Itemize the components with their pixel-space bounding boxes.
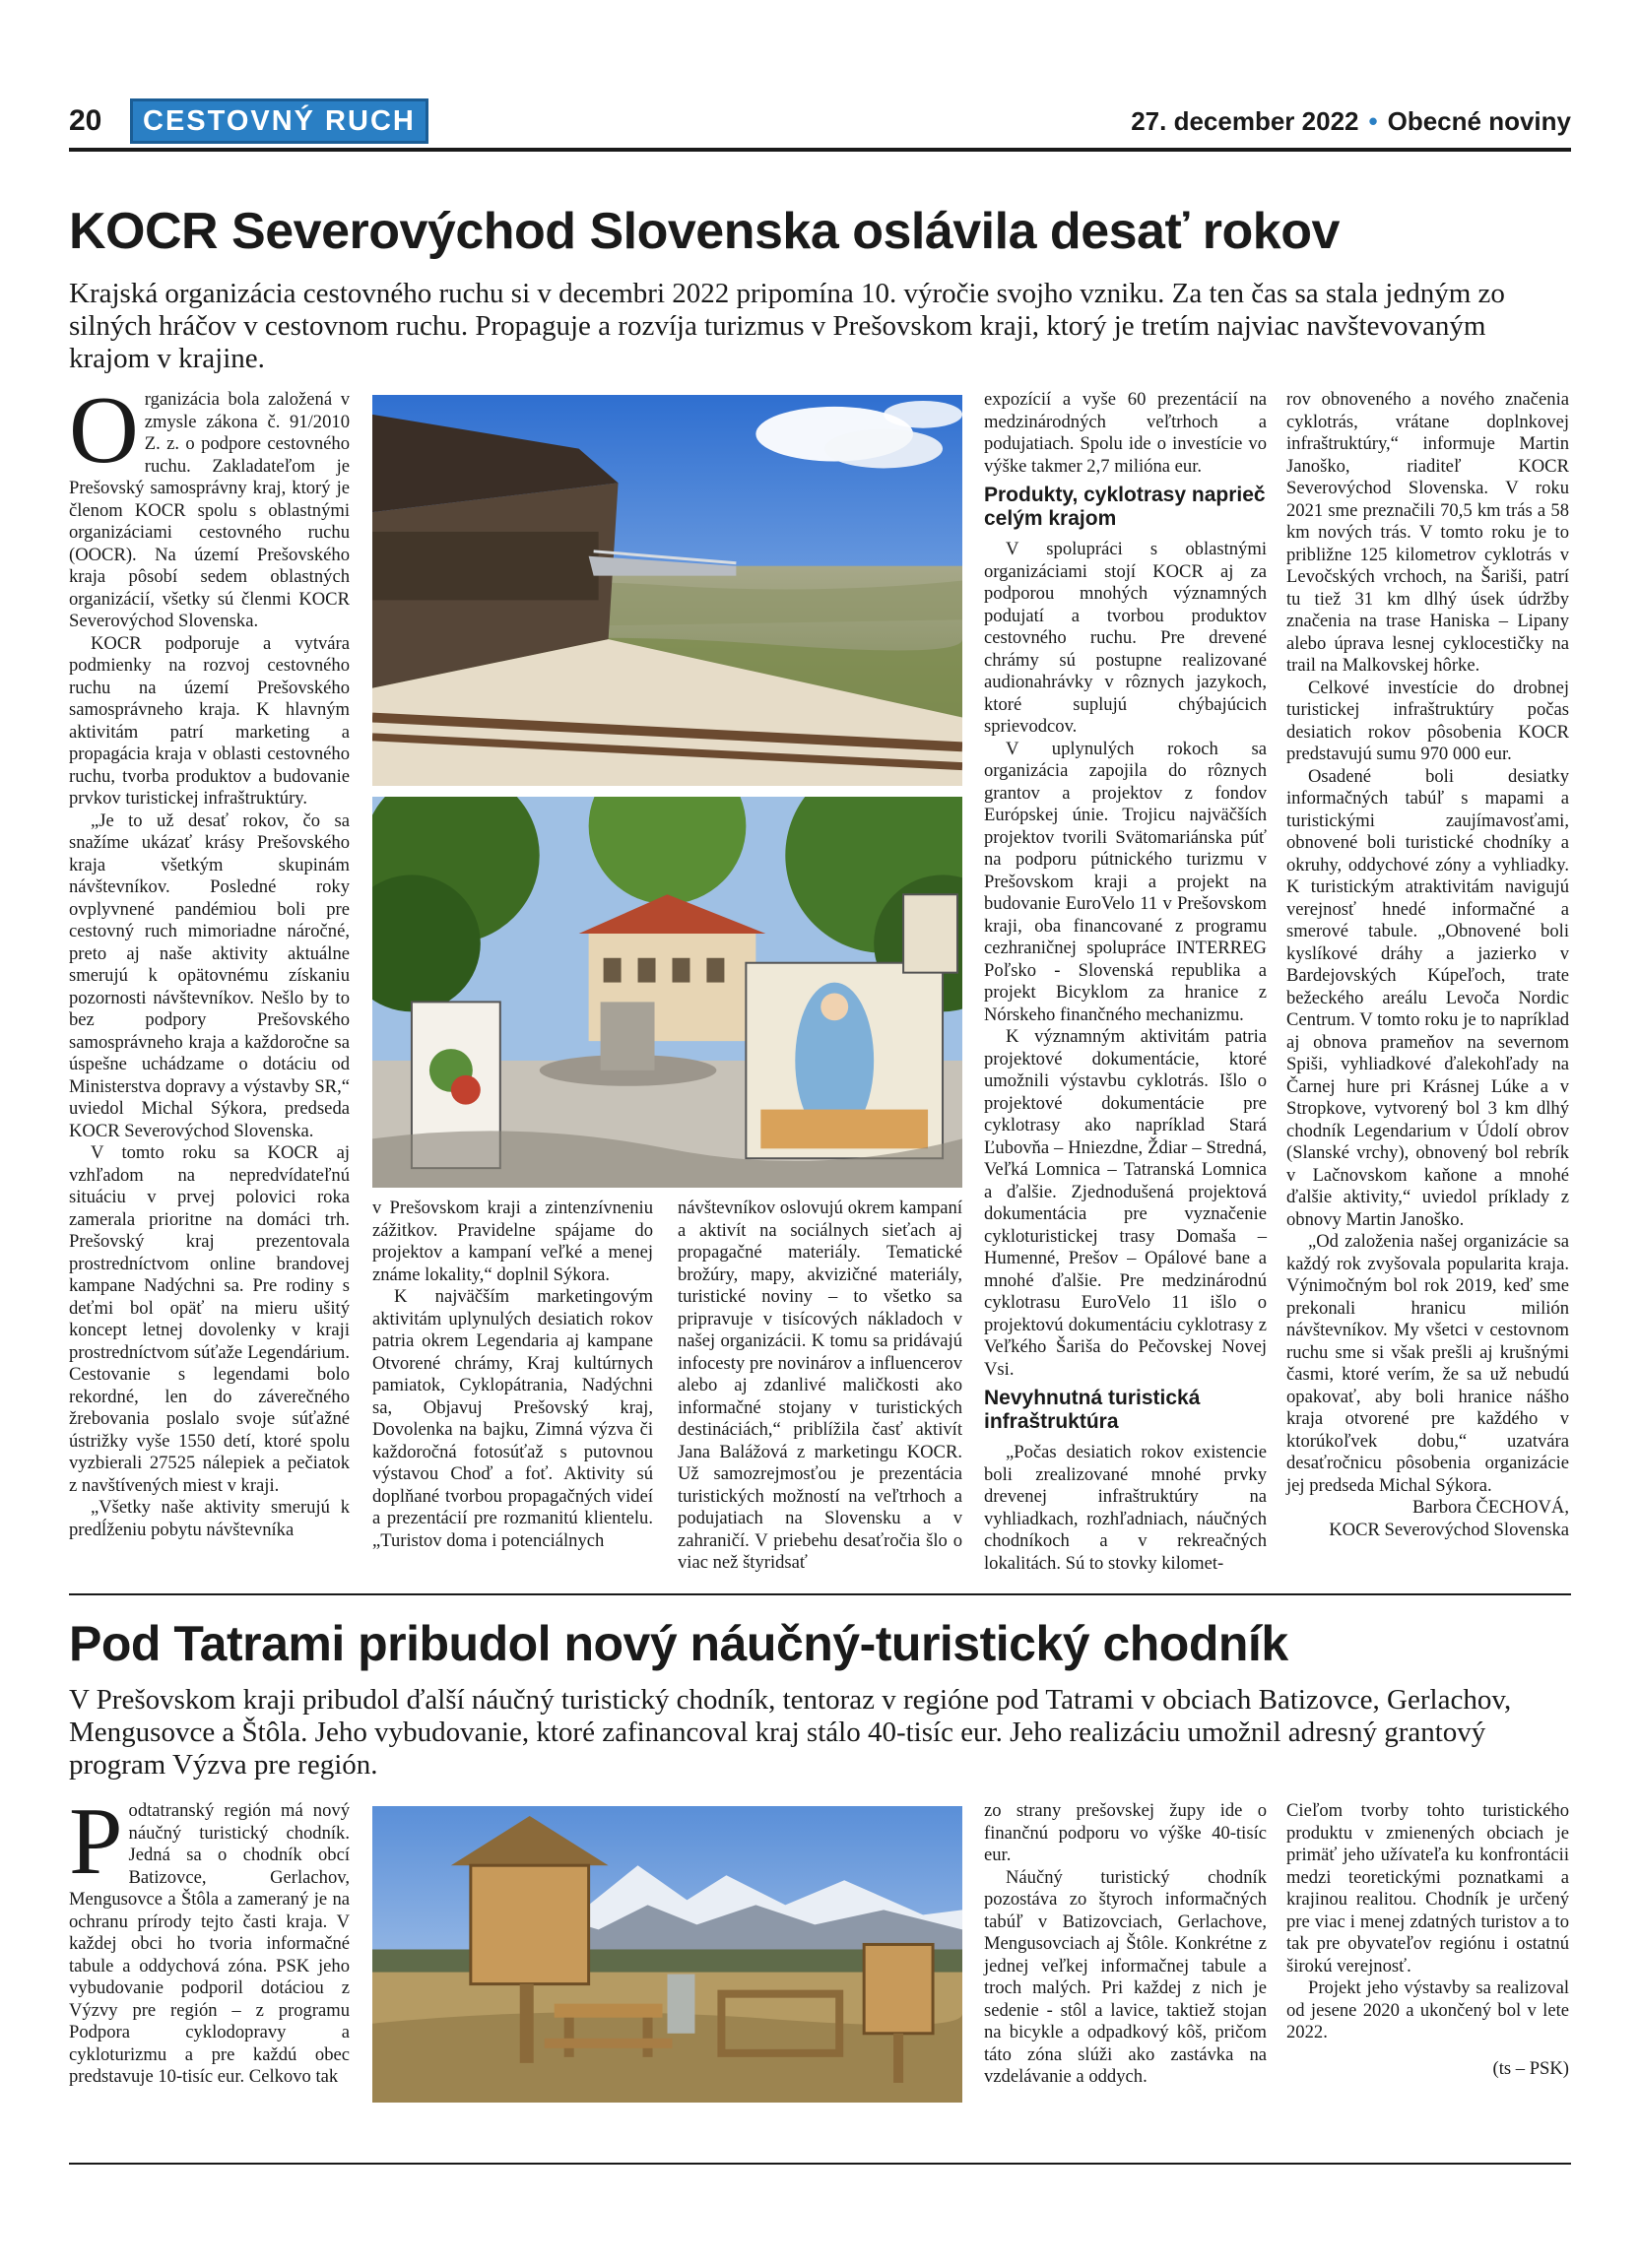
article2-column-4 — [1286, 1800, 1569, 2080]
article1-col1-p3: „Je to už desať rokov, čo sa snažíme ukázať krásy Prešovského kraja všetkým skupinám návštevníkov. Posledné roky ovplyvnené pandémiou boli pre cestovný ruch mimoriadne náročné, preto aj naše aktivity aktuálne smerujú k opätovnému získaniu pozornosti návštevníkov. Nešlo by to bez podpory Prešovského samosprávneho kraja a každoročne sa úspešne uchádzame o dotáciu od Ministerstva dopravy a výstavby SR,“ uviedol Michal Sýkora, predseda KOCR Severovýchod Slovenska. — [69, 810, 350, 1141]
article1-col1-p1: rganizácia bola založená v zmysle zákona č. 91/2010 Z. z. o podpore cestovného ruchu. Zakladateľom je Prešovský samosprávny kraj, ktorý je členom KOCR spolu s oblastnými organizáciami cestovného ruchu (OOCR). Na území Prešovského kraja pôsobí sedem oblastných organizácií, všetky sú členmi KOCR Severovýchod Slovenska. — [69, 389, 350, 631]
article1-column-4 — [1286, 389, 1569, 1541]
article2-col4-p2: Projekt jeho výstavby sa realizoval od jesene 2020 a ukončený bol v lete 2022. — [1286, 1977, 1569, 2042]
article2-col4-p1: Cieľom tvorby tohto turistického produktu v zmienených obciach je primäť jeho užívateľa ku konfrontácii medzi teoretickými poznatkami a krajinou realitou. Chodník je určený pre viac i menej zdatných turistov a to tak pre obyvateľov regiónu i ostatnú širokú verejnosť. — [1286, 1800, 1569, 1976]
article1-subhead-infrastructure: Nevyhnutná turistická infraštruktúra — [984, 1387, 1201, 1433]
issue-separator: • — [1368, 106, 1378, 136]
masthead — [69, 98, 1571, 142]
article2-signature: (ts – PSK) — [1492, 2057, 1569, 2079]
article2-column-3 — [984, 1800, 1267, 2089]
article-separator-rule — [69, 1593, 1571, 1595]
article2-title: Pod Tatrami pribudol nový náučný-turistický chodník — [69, 1616, 1288, 1671]
article1-lead: Krajská organizácia cestovného ruchu si v decembri 2022 pripomína 10. výročie svojho vzniku. Za ten čas sa stala jedným zo silných hráčov v cestovnom ruchu. Propaguje a rozvíja turizmus v Prešovskom kraji, ktorý je tretím najviac navštevovaným krajom v krajine. — [69, 278, 1505, 374]
article1-col4-p1: rov obnoveného a nového značenia cyklotrás, vrátane doplnkovej infraštruktúry,“ informuje Martin Janoško, riaditeľ KOCR Severovýchod Slovenska. V roku 2021 sme preznačili 70,5 km trás a 58 km nových trás. V tomto roku je to približne 125 kilometrov cyklotrás v Levočských vrchoch, na Šariši, patrí tu tiež 31 km dlhý úsek údržby značenia na trase Haniska – Lipany alebo úprava lesnej cyklocestičky na trail na Malkovskej hôrke. — [1286, 389, 1569, 676]
article1-col3-top-p3: V uplynulých rokoch sa organizácia zapojila do rôznych grantov a projektov z fondov Európskej únie. Trojicu najväčších projektov tvorili Svätomariánska púť na podporu pútnického turizmu v Prešovskom kraji a projekt na budovanie EuroVelo 11 v Prešovskom kraji, oba financované z programu cezhraničnej spolupráce INTERREG Poľsko - Slovenská republika a projekt Bicyklom za hranice z Nórskeho finančného mechanizmu. — [984, 738, 1267, 1025]
article1-column-2 — [372, 1198, 653, 1552]
article2-col3-p1: zo strany prešovskej župy ide o finančnú podporu vo výške 40-tisíc eur. — [984, 1800, 1267, 1865]
trail-rest-zone-photo — [372, 1806, 962, 2103]
page-number: 20 — [69, 104, 102, 137]
article1-col4-p2: Celkové investície do drobnej turistickej infraštruktúry počas desiatich rokov pôsobenia KOCR predstavujú sumu 970 000 eur. — [1286, 677, 1569, 764]
article2-lead: V Prešovskom kraji pribudol ďalší náučný turistický chodník, tentoraz v regióne pod Tatrami v obciach Batizovce, Gerlachov, Mengusovce a Štôla. Jeho vybudovanie, ktoré zafinancoval kraj stálo 40-tisíc eur. Jeho realizáciu umožnil adresný grantový program Výzva pre región. — [69, 1684, 1512, 1781]
issue-line — [1131, 106, 1571, 137]
header-rule — [69, 148, 1571, 152]
article1-column-3 — [984, 389, 1267, 1575]
article1-col3-p1: návštevníkov oslovujú okrem kampaní a aktivít na sociálnych sieťach aj propagačné materiály. Tematické brožúry, mapy, akvizičné materiály, turistické noviny – to všetko sa pripravuje v tisícových nákladoch v našej organizácii. K tomu sa pridávajú infocesty pre novinárov a influencerov alebo aj zdanlivé maličkosti ako informačné stojany v turistických destináciách,“ priblížila časť aktivít Jana Balážová z marketingu KOCR. Už samozrejmosťou je prezentácia turistických možností na veľtrhoch a podujatiach na Slovensku a v zahraničí. V priebehu desaťročia šlo o viac než štyridsať — [678, 1198, 962, 1573]
article1-col1-p4: V tomto roku sa KOCR aj vzhľadom na nepredvídateľnú situáciu v prvej polovici roka zamerala prioritne na domáci trh. Prešovský kraj prezentovala prostredníctvom online brandovej kampane Nadýchni sa. Pre rodiny s deťmi bol opäť na mieru ušitý koncept letnej dovolenky v kraji prostredníctvom súťaže Legendárium. Cestovanie s legendami bolo rekordné, len do záverečného žrebovania poslalo svoje súťažné ústrižky vyše 1550 detí, ktoré spolu vyzbierali 27525 nálepiek a pečiatok z navštívených miest v kraji. — [69, 1142, 350, 1496]
article1-subhead-products: Produkty, cyklotrasy naprieč celým krajom — [984, 484, 1266, 530]
article2-col3-p2: Náučný turistický chodník pozostáva zo štyroch informačných tabúľ v Batizovciach, Gerlachove, Mengusovciach aj Štôle. Konkrétne z jednej veľkej informačnej tabule a troch malých. Pri každej z nich je sedenie - stôl a lavice, taktiež stojan na bicykle a odpadkový kôš, pričom táto zóna slúži ako zastávka na vzdelávanie a oddych. — [984, 1866, 1267, 2087]
footer-rule — [69, 2163, 1571, 2165]
article1-col4-p3: Osadené boli desiatky informačných tabúľ s mapami a turistickými zaujímavosťami, obnovené boli turistické chodníky a okruhy, oddychové zóny a vyhliadky. K turistickým atraktivitám navigujú verejnosť hnedé informačné a smerové tabule. „Obnovené boli kyslíkové dráhy a jazierko v Bardejovských Kúpeľoch, trate bežeckého areálu Levoča Nordic Centrum. V tomto roku je to napríklad aj obnova prameňov na severnom Spiši, vyhliadkové ďalekohľady na Čarnej hure pri Krásnej Lúke a v Stropkove, vytvorený bol 3 km dlhý chodník Legendarium v Údolí obrov (Slanské vrchy), obnovený bol rebrík v Lačnovskom kaňone a mnohé ďalšie aktivity,“ uviedol príklady z obnovy Martin Janoško. — [1286, 765, 1569, 1230]
article1-col2-p2: K najväčším marketingovým aktivitám uplynulých desiatich rokov patria okrem Legendaria aj kampane Otvorené chrámy, Kraj kultúrnych pamiatok, Cyklopátrania, Nadýchni sa, Objavuj Prešovský kraj, Dovolenka na bajku, Zimná výzva či každoročná fotosúťaž s putovnou výstavou Choď a foť. Aktivity sú doplňané tvorbou propagačných videí a prezentácií pre rozmanitú klientelu. „Turistov doma i potenciálnych — [372, 1286, 653, 1551]
article1-signature-author: Barbora ČECHOVÁ, — [1411, 1497, 1569, 1518]
article1-col3-top-p5: „Počas desiatich rokov existencie boli zrealizované mnohé prvky drevenej infraštruktúry na vyhliadkach, rozhľadniach, náučných chodníkoch a v rekreačných lokalitách. Sú to stovky kilomet- — [984, 1442, 1267, 1574]
article1-col3-top-p1: expozícií a vyše 60 prezentácií na medzinárodných veľtrhoch a podujatiach. Spolu ide o investície vo výške takmer 2,7 milióna eur. — [984, 389, 1267, 477]
article2-dropcap: P — [69, 1788, 123, 1895]
article1-title: KOCR Severovýchod Slovenska oslávila desať rokov — [69, 203, 1340, 260]
article2-col1-p1: odtatranský región má nový náučný turistický chodník. Jedná sa o chodník obcí Batizovce, Gerlachov, Mengusovce a Štôla a zameraný je na ochranu prírody tejto časti kraja. V každej obci ho tvoria informačné tabule a oddychová zóna. PSK jeho vybudovanie podporil dotáciou z Výzvy pre región – z programu Podpora cyklodopravy a cykloturizmu a pre každú obec predstavuje 10-tisíc eur. Celkovo tak — [69, 1800, 350, 2087]
article2-column-1 — [69, 1788, 350, 2089]
article1-col4-p4: „Od založenia našej organizácie sa každý rok zvyšovala popularita kraja. Výnimočným bol rok 2019, keď sme prekonali hranicu milión návštevníkov. My všetci v cestovnom ruchu sme si však prešli aj krušnými časmi, ktoré verím, že sa už nebudú opakovať, aby boli hranice nášho kraja otvorené pre každého v ktorúkoľvek dobu,“ uzatvára desaťročnicu pôsobenia organizácie jej predseda Michal Sýkora. — [1286, 1231, 1569, 1496]
article1-col2-p1: v Prešovskom kraji a zintenzívneniu zážitkov. Pravidelne spájame do projektov a kampaní veľké a menej známe lokality,“ doplnil Sýkora. — [372, 1198, 653, 1285]
article1-signature-org: KOCR Severovýchod Slovenska — [1329, 1519, 1569, 1540]
article1-col1-p5: „Všetky naše aktivity smerujú k predĺženiu pobytu návštevníka — [69, 1497, 350, 1540]
article1-col1-p2: KOCR podporuje a vytvára podmienky na rozvoj cestovného ruchu na území Prešovského samosprávneho kraja. K hlavným aktivitám patrí marketing a propagácia kraja v oblasti cestovného ruchu, tvorba produktov a budovanie prvkov turistickej infraštruktúry. — [69, 632, 350, 809]
lookout-tower-photo — [372, 395, 962, 786]
article1-col3-top-p2: V spolupráci s oblastnými organizáciami stojí KOCR aj za podporou mnohých významných podujatí a tvorbou produktov cestovného ruchu. Pre drevené chrámy sú postupne realizované audionahrávky v rôznych jazykoch, ktoré suplujú chýbajúcich sprievodcov. — [984, 539, 1267, 737]
article1-column-1 — [69, 377, 350, 1541]
town-square-exhibition-photo — [372, 797, 962, 1188]
article1-dropcap: O — [69, 377, 139, 484]
article1-col3-top-p4: K významným aktivitám patria projektové dokumentácie, ktoré umožnili výstavbu cyklotrás. Išlo o projektové dokumentácie pre cyklotrasy ako napríklad Stará Ľubovňa – Hniezdne, Ždiar – Stredná, Veľká Lomnica – Tatranská Lomnica a ďalšie. Zjednodušená projektová dokumentácia pre vyznačenie cykloturistickej trasy Domaša – Humenné, Prešov – Opálové bane a mnohé ďalšie. Pre medzinárodnú cyklotrasu EuroVelo 11 išlo o projektovú dokumentáciu cyklotrasy z Veľkého Šariša do Pečovskej Novej Vsi. — [984, 1026, 1267, 1380]
article1-column-3-lower — [678, 1198, 962, 1575]
section-badge: CESTOVNÝ RUCH — [130, 98, 428, 144]
newspaper-name: Obecné noviny — [1387, 106, 1571, 136]
issue-date: 27. december 2022 — [1131, 106, 1359, 136]
